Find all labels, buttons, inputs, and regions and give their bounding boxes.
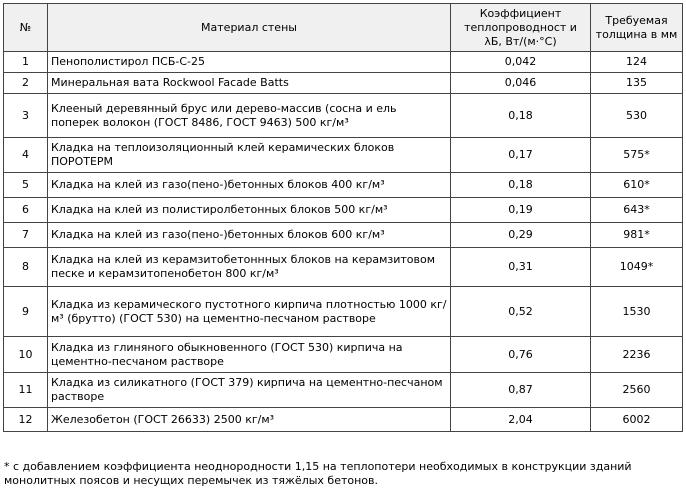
row-number: 4	[4, 138, 48, 173]
insulation-table	[3, 3, 683, 432]
row-number: 11	[4, 373, 48, 408]
row-number: 5	[4, 173, 48, 198]
row-material: Кладка из керамического пустотного кирпича плотностью 1000 кг/ м³ (брутто) (ГОСТ 530) на цементно-песчаном растворе	[48, 287, 451, 337]
row-thickness: 643*	[591, 198, 683, 223]
header-row	[4, 4, 683, 52]
row-material: Кладка на клей из газо(пено-)бетонных блоков 600 кг/м³	[48, 223, 451, 248]
row-number: 7	[4, 223, 48, 248]
row-coefficient: 0,18	[451, 173, 591, 198]
header-number: №	[4, 4, 48, 52]
table-row	[4, 373, 683, 408]
table-row	[4, 223, 683, 248]
row-coefficient: 0,18	[451, 94, 591, 138]
row-number: 9	[4, 287, 48, 337]
row-material: Кладка на теплоизоляционный клей керамических блоков ПОРОТЕРМ	[48, 138, 451, 173]
row-number: 2	[4, 73, 48, 94]
row-thickness: 1530	[591, 287, 683, 337]
row-thickness: 981*	[591, 223, 683, 248]
table-row	[4, 94, 683, 138]
row-thickness: 2236	[591, 337, 683, 373]
row-thickness: 610*	[591, 173, 683, 198]
row-material: Железобетон (ГОСТ 26633) 2500 кг/м³	[48, 408, 451, 432]
row-number: 12	[4, 408, 48, 432]
row-coefficient: 0,046	[451, 73, 591, 94]
row-thickness: 124	[591, 52, 683, 73]
header-material: Материал стены	[48, 4, 451, 52]
row-number: 3	[4, 94, 48, 138]
row-number: 8	[4, 248, 48, 287]
table-row	[4, 52, 683, 73]
row-coefficient: 0,042	[451, 52, 591, 73]
row-coefficient: 0,87	[451, 373, 591, 408]
row-number: 10	[4, 337, 48, 373]
row-thickness: 2560	[591, 373, 683, 408]
row-coefficient: 0,29	[451, 223, 591, 248]
row-material: Клееный деревянный брус или дерево-массив (сосна и ель поперек волокон (ГОСТ 8486, ГОСТ 9463) 500 кг/м³	[48, 94, 451, 138]
table-row	[4, 337, 683, 373]
row-thickness: 530	[591, 94, 683, 138]
row-coefficient: 0,19	[451, 198, 591, 223]
table-row	[4, 173, 683, 198]
row-coefficient: 2,04	[451, 408, 591, 432]
table-row	[4, 248, 683, 287]
row-coefficient: 0,76	[451, 337, 591, 373]
table-row	[4, 138, 683, 173]
table-row	[4, 198, 683, 223]
table-row	[4, 287, 683, 337]
header-thickness: Требуемая толщина в мм	[591, 4, 683, 52]
row-coefficient: 0,17	[451, 138, 591, 173]
row-thickness: 575*	[591, 138, 683, 173]
row-material: Кладка на клей из газо(пено-)бетонных блоков 400 кг/м³	[48, 173, 451, 198]
table-row	[4, 408, 683, 432]
footnote: * с добавлением коэффициента неоднородности 1,15 на теплопотери необходимых в конструкции зданий монолитных поясов и несущих перемычек из тяжёлых бетонов.	[4, 460, 632, 487]
row-thickness: 135	[591, 73, 683, 94]
row-coefficient: 0,52	[451, 287, 591, 337]
row-material: Пенополистирол ПСБ-С-25	[48, 52, 451, 73]
header-coefficient: Коэффициент теплопроводност и λБ, Вт/(м·°С)	[451, 4, 591, 52]
row-material: Кладка из глиняного обыкновенного (ГОСТ 530) кирпича на цементно-песчаном растворе	[48, 337, 451, 373]
row-thickness: 1049*	[591, 248, 683, 287]
row-number: 6	[4, 198, 48, 223]
row-material: Кладка на клей из полистиролбетонных блоков 500 кг/м³	[48, 198, 451, 223]
row-material: Минеральная вата Rockwool Facade Batts	[48, 73, 451, 94]
row-coefficient: 0,31	[451, 248, 591, 287]
row-material: Кладка из силикатного (ГОСТ 379) кирпича на цементно-песчаном растворе	[48, 373, 451, 408]
table-row	[4, 73, 683, 94]
row-number: 1	[4, 52, 48, 73]
row-thickness: 6002	[591, 408, 683, 432]
row-material: Кладка на клей из керамзитобетоннных блоков на керамзитовом песке и керамзитопенобетон 800 кг/м³	[48, 248, 451, 287]
